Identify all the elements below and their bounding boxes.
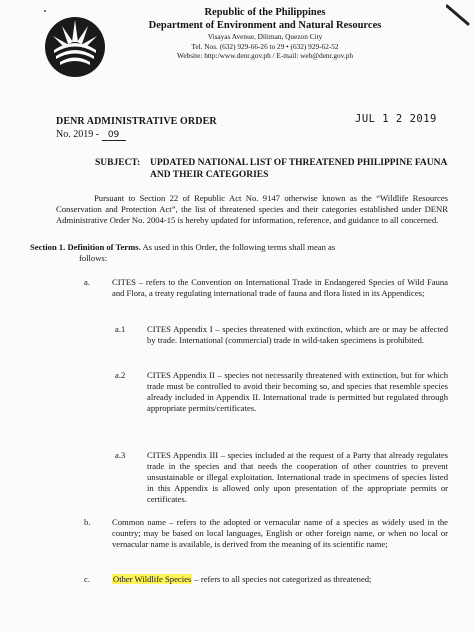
intro-paragraph: Pursuant to Section 22 of Republic Act No. 9147 otherwise known as the “Wildlife Resources Conservation and Protection Act”, the list of threatened species and their categories established under DENR Administrative Order No. 2004-15 is hereby updated for information, reference, and guidance to all concerned.: [56, 193, 448, 225]
item-a3-marker: a.3: [115, 450, 126, 460]
letterhead-tel: Tel. Nos. (632) 929-66-26 to 29 • (632) 929-62-52: [191, 41, 339, 51]
letterhead: [130, 6, 400, 61]
order-number-prefix: No. 2019 -: [56, 129, 102, 140]
letterhead-department: Department of Environment and Natural Resources: [148, 20, 382, 31]
order-title: DENR ADMINISTRATIVE ORDER: [56, 116, 217, 127]
item-b-text: Common name – refers to the adopted or vernacular name of a species as widely used in the country; may be based on local languages, English or other foreign name, or when no local or vernacular name is available, is derived from the meaning of its scientific name;: [112, 517, 448, 549]
item-a3-text: CITES Appendix III – species included at the request of a Party that already regulates trade in the species and that needs the cooperation of other countries to prevent unsustainable or illegal exploitation. International trade in specimens of species listed in this Appendix is allowed only upon presentation of the appropriate permits or certificates.: [147, 450, 448, 504]
item-a1-marker: a.1: [115, 324, 126, 334]
item-a2-text: CITES Appendix II – species not necessarily threatened with extinction, but for which trade must be controlled to avoid their becoming so, and species that resemble species already included in Appendix II. International trade is permitted but regulated through appropriate permits/certificates.: [147, 370, 448, 413]
section1-intro-cont: follows:: [79, 253, 108, 263]
item-c: [112, 574, 448, 585]
section1-intro-text: As used in this Order, the following terms shall mean as: [142, 242, 336, 252]
item-c-marker: c.: [84, 574, 90, 584]
subject-label: SUBJECT:: [95, 158, 141, 168]
pen-stroke-icon: [446, 4, 470, 28]
letterhead-website: Website: http:/www.denr.gov.ph / E-mail: web@denr.gov.ph: [177, 51, 353, 60]
date-stamp: JUL 1 2 2019: [355, 113, 437, 125]
letterhead-republic: Republic of the Philippines: [204, 7, 326, 18]
item-a2-marker: a.2: [115, 370, 126, 380]
order-number: [56, 129, 126, 141]
section1-intro: [30, 242, 448, 253]
subject-text: UPDATED NATIONAL LIST OF THREATENED PHILIPPINE FAUNA AND THEIR CATEGORIES: [150, 158, 447, 180]
item-c-text: – refers to all species not categorized as threatened;: [192, 574, 372, 584]
highlighted-term: Other Wildlife Species: [113, 574, 192, 584]
section1-heading: Section 1. Definition of Terms.: [30, 242, 141, 252]
order-number-handwritten: 09: [102, 130, 126, 141]
scan-speck: [44, 10, 46, 12]
item-a-marker: a.: [84, 277, 90, 287]
item-a1-text: CITES Appendix I – species threatened with extinction, which are or may be affected by trade. International (commercial) trade in wild-taken specimens is prohibited.: [147, 324, 448, 345]
denr-seal-icon: [42, 14, 108, 80]
letterhead-address: Visayas Avenue, Diliman, Quezon City: [207, 32, 323, 41]
item-a-text: CITES – refers to the Convention on International Trade in Endangered Species of Wild Fauna and Flora, a treaty regulating international trade of fauna and flora listed in its Appendices;: [112, 277, 448, 298]
item-b-marker: b.: [84, 517, 91, 527]
